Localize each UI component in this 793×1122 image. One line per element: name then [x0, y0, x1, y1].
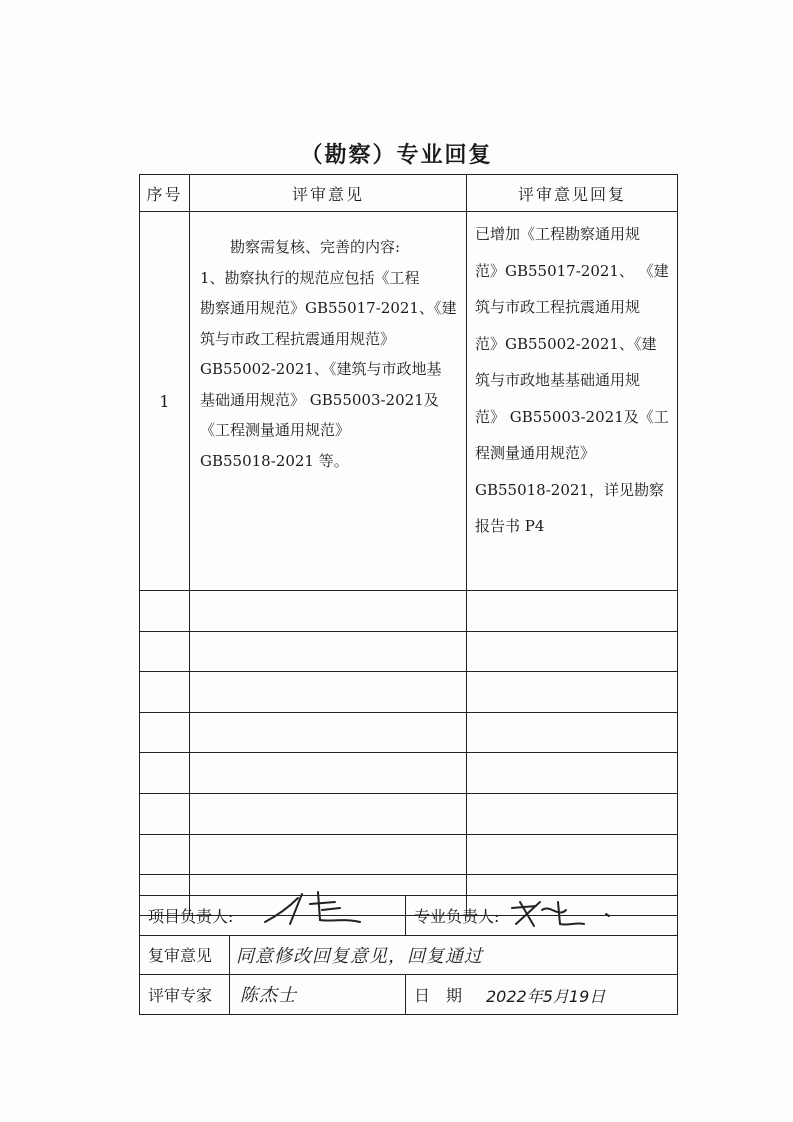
discipline-leader-label: 专业负责人: [414, 906, 500, 926]
reply-cell [467, 212, 678, 591]
recheck-row [140, 935, 678, 975]
page-title: （勘察）专业回复 [300, 142, 493, 168]
opinion-line: GB55018-2021 等。 [200, 451, 349, 470]
empty-row [140, 712, 678, 753]
header-reply: 评审意见回复 [467, 175, 678, 212]
opinion-line: 基础通用规范》 GB55003-2021及 [200, 390, 439, 409]
opinion-line: 1、勘察执行的规范应包括《工程 [200, 268, 420, 287]
reply-line: 已增加《工程勘察通用规 [475, 225, 641, 243]
opinion-line: 勘察通用规范》GB55017-2021、《建 [200, 299, 457, 317]
reply-line: 范》 GB55003-2021及《工 [475, 407, 669, 426]
leader-row [140, 896, 678, 936]
discipline-leader-cell [406, 896, 678, 936]
project-leader-cell [140, 896, 406, 936]
opinion-line: GB55002-2021、《建筑与市政地基 [200, 360, 442, 378]
header-row [140, 175, 678, 212]
expert-label: 评审专家 [140, 975, 230, 1015]
table-row [140, 212, 678, 591]
expert-cell [230, 975, 406, 1015]
reply-line: 筑与市政地基基础通用规 [475, 371, 641, 389]
reply-line: 筑与市政工程抗震通用规 [475, 298, 641, 316]
date-cell [406, 975, 678, 1015]
opinion-cell [190, 212, 467, 591]
opinion-line: 筑与市政工程抗震通用规范》 [200, 329, 396, 348]
review-table [139, 174, 678, 916]
reply-line: 程测量通用规范》 [475, 444, 596, 462]
empty-row [140, 672, 678, 713]
row-number: 1 [140, 212, 190, 591]
recheck-cell [230, 935, 678, 975]
signature-table [139, 895, 678, 1015]
recheck-label: 复审意见 [140, 935, 230, 975]
empty-row [140, 793, 678, 834]
recheck-text: 同意修改回复意见，回复通过 [236, 945, 483, 967]
expert-row [140, 975, 678, 1015]
project-leader-label: 项目负责人: [148, 906, 234, 926]
date-value: 2022年5月19日 [486, 987, 606, 1006]
empty-row [140, 753, 678, 794]
opinion-line: 勘察需复核、完善的内容: [230, 238, 401, 256]
header-opinion: 评审意见 [190, 175, 467, 212]
header-no: 序号 [140, 175, 190, 212]
discipline-leader-signature [506, 896, 616, 934]
reply-line: 报告书 P4 [475, 517, 545, 535]
empty-row [140, 834, 678, 875]
reply-line: 范》GB55002-2021、《建 [475, 334, 657, 353]
reply-line: GB55018-2021，详见勘察 [475, 480, 664, 499]
opinion-line: 《工程测量通用规范》 [200, 421, 351, 439]
reply-line: 范》GB55017-2021、 《建 [475, 261, 669, 280]
empty-row [140, 631, 678, 672]
expert-signature: 陈杰士 [240, 985, 297, 1006]
project-leader-signature [260, 884, 370, 934]
empty-row [140, 591, 678, 632]
date-label: 日 期 [414, 985, 463, 1005]
